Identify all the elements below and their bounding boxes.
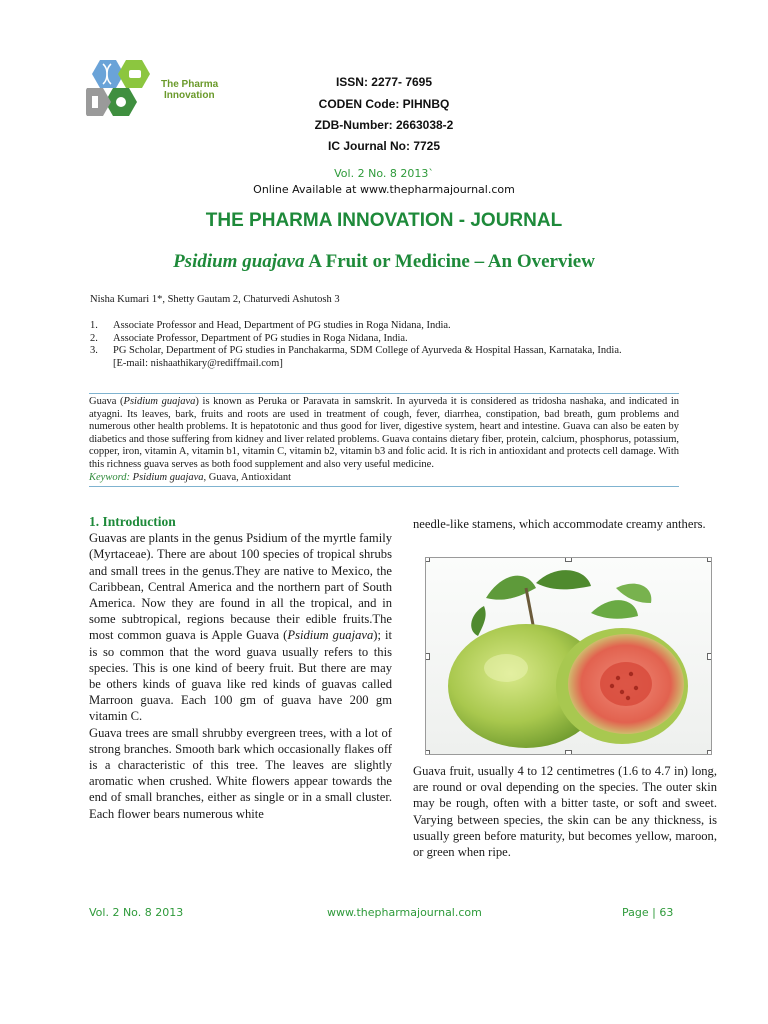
keywords: Keyword: Psidium guajava, Guava, Antioxidant: [89, 471, 292, 483]
title-rest: A Fruit or Medicine – An Overview: [304, 251, 595, 272]
affiliation-number: 3.: [90, 345, 98, 356]
right-column-top: [413, 516, 717, 532]
affiliations: [90, 320, 658, 370]
abstract-text: Guava (Psidium guajava) is known as Peruka or Paravata in samskrit. In ayurveda it is considered as tridosha nashaka, and indicated in atyagni. Its leaves, bark, fruits and roots are used in treatment of cough, fever, diarrhea, constipation, bad breath, gum problems and numerous other health problems. It is hepatotonic and thus good for liver, digestive system, heart and intestine. Guava can also be eaten by diabetics and those suffering from kidney and liver related problems. Guava contains dietary fiber, protein, calcium, phosphorus, potassium, copper, iron, vitamin A, vitamin b1, vitamin C, vitamin b2, vitamin b3 and folic acid. It is rich in antioxidant and protects cell damage. With this richness guava serves as both food supplement and also very useful medicine.: [89, 396, 679, 470]
affiliation-item: [90, 345, 658, 358]
journal-name: THE PHARMA INNOVATION - JOURNAL: [205, 210, 563, 231]
guava-image[interactable]: [425, 557, 712, 755]
footer-volume: Vol. 2 No. 8 2013: [89, 906, 184, 919]
affiliation-number: 1.: [90, 320, 98, 331]
zdb-number: ZDB-Number: 2663038-2: [314, 118, 454, 132]
paragraph: Guavas are plants in the genus Psidium of the myrtle family (Myrtaceae). There are about 100 species of tropical shrubs and small trees in the genus.They are native to Mexico, the Caribbean, Central America and the northern part of South America. Now they are found in all the tropical, and in some subtropical, regions because their edible fruits.The most common guava is Apple Guava (Psidium guajava); it is so common that the word guava usually refers to this species. This is one kind of beery fruit. But there are may be others kinds of guava like red kinds of guavas called Marroon guava. Each 100 gm of guava have 200 gm vitamin C.: [89, 531, 392, 724]
coden: CODEN Code: PIHNBQ: [318, 97, 450, 111]
issn: ISSN: 2277- 7695: [335, 75, 433, 89]
affiliation-item: [90, 358, 658, 371]
affiliation-item: [90, 320, 658, 333]
footer-website[interactable]: www.thepharmajournal.com: [327, 906, 482, 919]
affiliation-number: [90, 358, 113, 371]
affiliation-text: PG Scholar, Department of PG studies in Panchakarma, SDM College of Ayurveda & Hospital Hassan, Karnataka, India.: [113, 345, 622, 356]
affiliation-text: Associate Professor and Head, Department of PG studies in Roga Nidana, India.: [113, 320, 451, 331]
affiliation-number: 2.: [90, 332, 98, 344]
guava-illustration: [426, 558, 711, 754]
introduction-heading: 1. Introduction: [89, 514, 176, 529]
authors: Nisha Kumari 1*, Shetty Gautam 2, Chaturvedi Ashutosh 3: [90, 294, 340, 305]
ic-journal-number: IC Journal No: 7725: [327, 139, 441, 153]
paragraph: needle-like stamens, which accommodate creamy anthers.: [413, 517, 706, 531]
paragraph: Guava trees are small shrubby evergreen trees, with a lot of strong branches. Smooth bark which occasionally flakes off is a characteristic of this tree. The leaves are slightly aromatic when crushed. White flowers appear towards the end of small branches, either as single or in a small cluster. Each flower bears numerous white: [89, 725, 392, 821]
right-column-bottom: [413, 763, 717, 860]
title-species: Psidium guajava: [173, 251, 305, 272]
article-title: [0, 251, 768, 273]
footer-page-number: Page | 63: [622, 906, 674, 919]
abstract: [89, 393, 679, 487]
online-availability: Online Available at www.thepharmajournal.com: [253, 183, 515, 196]
affiliation-text: [E-mail: nishaathikary@rediffmail.com]: [113, 357, 283, 369]
logo-line2: Innovation: [164, 90, 215, 101]
logo-line1: The Pharma: [161, 79, 219, 90]
left-column: [89, 514, 392, 822]
volume-info: Vol. 2 No. 8 2013`: [334, 167, 434, 180]
affiliation-text: Associate Professor, Department of PG studies in Roga Nidana, India.: [113, 332, 408, 344]
affiliation-item: [90, 333, 658, 346]
paragraph: Guava fruit, usually 4 to 12 centimetres (1.6 to 4.7 in) long, are round or oval depending on the species. The outer skin may be rough, often with a bitter taste, or soft and sweet. Varying between species, the skin can be any thickness, is usually green before maturity, but becomes yellow, maroon, or green when ripe.: [413, 764, 717, 860]
